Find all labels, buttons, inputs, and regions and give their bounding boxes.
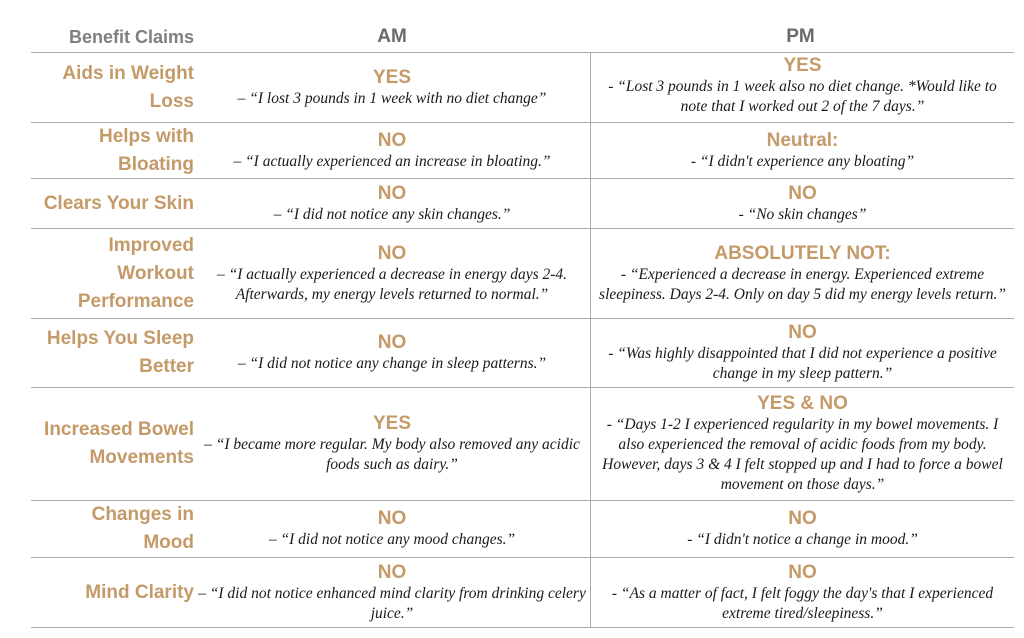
pm-verdict: Neutral: <box>766 129 839 151</box>
am-cell <box>194 179 590 228</box>
am-quote: – “I did not notice enhanced mind clarity from drinking celery juice.” <box>198 584 586 622</box>
am-verdict: NO <box>377 182 407 204</box>
am-verdict: YES <box>372 413 412 434</box>
pm-verdict: YES <box>783 55 822 76</box>
table-row <box>31 319 1014 388</box>
table-row <box>31 229 1014 319</box>
am-quote: – “I became more regular. My body also removed any acidic foods such as dairy.” <box>204 436 580 473</box>
pm-cell <box>590 388 1014 500</box>
pm-cell <box>590 179 1014 228</box>
am-cell <box>194 558 590 627</box>
am-quote: – “I did not notice any change in sleep patterns.” <box>237 355 547 372</box>
am-quote: – “I actually experienced a decrease in energy days 2-4. Afterwards, my energy levels returned to normal.” <box>216 265 568 303</box>
table-header <box>31 22 1014 53</box>
am-verdict: NO <box>377 561 407 583</box>
am-cell <box>194 53 590 122</box>
table-row <box>31 501 1014 558</box>
table-row <box>31 53 1014 123</box>
pm-quote: - “Experienced a decrease in energy. Experienced extreme sleepiness. Days 2-4. Only on day 5 did my energy levels return.” <box>599 265 1006 303</box>
pm-verdict: NO <box>788 508 817 529</box>
table-row <box>31 388 1014 501</box>
claim-label: Changes in Mood <box>91 504 194 553</box>
pm-cell <box>590 53 1014 122</box>
table-row <box>31 179 1014 229</box>
pm-quote: - “Was highly disappointed that I did not experience a positive change in my sleep pattern.” <box>608 345 997 382</box>
header-benefit-claims: Benefit Claims <box>68 27 194 47</box>
pm-cell <box>590 501 1014 557</box>
am-cell <box>194 501 590 557</box>
pm-verdict: ABSOLUTELY NOT: <box>714 242 891 264</box>
am-cell <box>194 388 590 500</box>
pm-verdict: NO <box>788 561 817 583</box>
am-verdict: NO <box>377 129 407 151</box>
am-quote: – “I actually experienced an increase in bloating.” <box>233 152 551 170</box>
am-quote: – “I did not notice any skin changes.” <box>273 205 511 223</box>
pm-quote: - “Lost 3 pounds in 1 week also no diet change. *Would like to note that I worked out 2 of the 7 days.” <box>608 78 997 115</box>
claim-label: Aids in Weight Loss <box>62 62 194 112</box>
pm-verdict: YES & NO <box>757 393 848 414</box>
am-verdict: NO <box>377 332 407 353</box>
header-am: AM <box>377 26 407 47</box>
table-row <box>31 123 1014 179</box>
pm-quote: - “As a matter of fact, I felt foggy the day's that I experienced extreme tired/sleepiness.” <box>611 584 994 622</box>
am-quote: – “I did not notice any mood changes.” <box>268 531 516 548</box>
pm-cell <box>590 558 1014 627</box>
am-quote: – “I lost 3 pounds in 1 week with no diet change” <box>237 89 547 107</box>
claim-label: Improved Workout Performance <box>77 234 194 312</box>
am-cell <box>194 319 590 387</box>
claim-label: Mind Clarity <box>85 581 194 603</box>
pm-quote: - “I didn't notice a change in mood.” <box>687 531 918 548</box>
claim-label: Increased Bowel Movements <box>44 419 194 468</box>
am-verdict: NO <box>377 242 407 264</box>
table-row <box>31 558 1014 628</box>
pm-quote: - “I didn't experience any bloating” <box>690 152 915 170</box>
claim-label: Clears Your Skin <box>43 192 194 214</box>
am-cell <box>194 123 590 178</box>
claim-label: Helps with Bloating <box>98 125 194 175</box>
am-verdict: NO <box>377 508 407 529</box>
am-verdict: YES <box>372 66 412 88</box>
am-cell <box>194 229 590 318</box>
pm-verdict: NO <box>788 182 817 204</box>
claim-label: Helps You Sleep Better <box>46 328 194 377</box>
pm-cell <box>590 229 1014 318</box>
header-pm: PM <box>786 26 815 47</box>
pm-quote: - “Days 1-2 I experienced regularity in my bowel movements. I also experienced the removal of acidic foods from my body. However, days 3 & 4 I felt stopped up and I had to force a bowel movement on those days.” <box>602 416 1003 493</box>
pm-quote: - “No skin changes” <box>738 205 867 223</box>
benefit-claims-table <box>31 22 1014 628</box>
pm-cell <box>590 123 1014 178</box>
pm-verdict: NO <box>788 322 817 343</box>
pm-cell <box>590 319 1014 387</box>
